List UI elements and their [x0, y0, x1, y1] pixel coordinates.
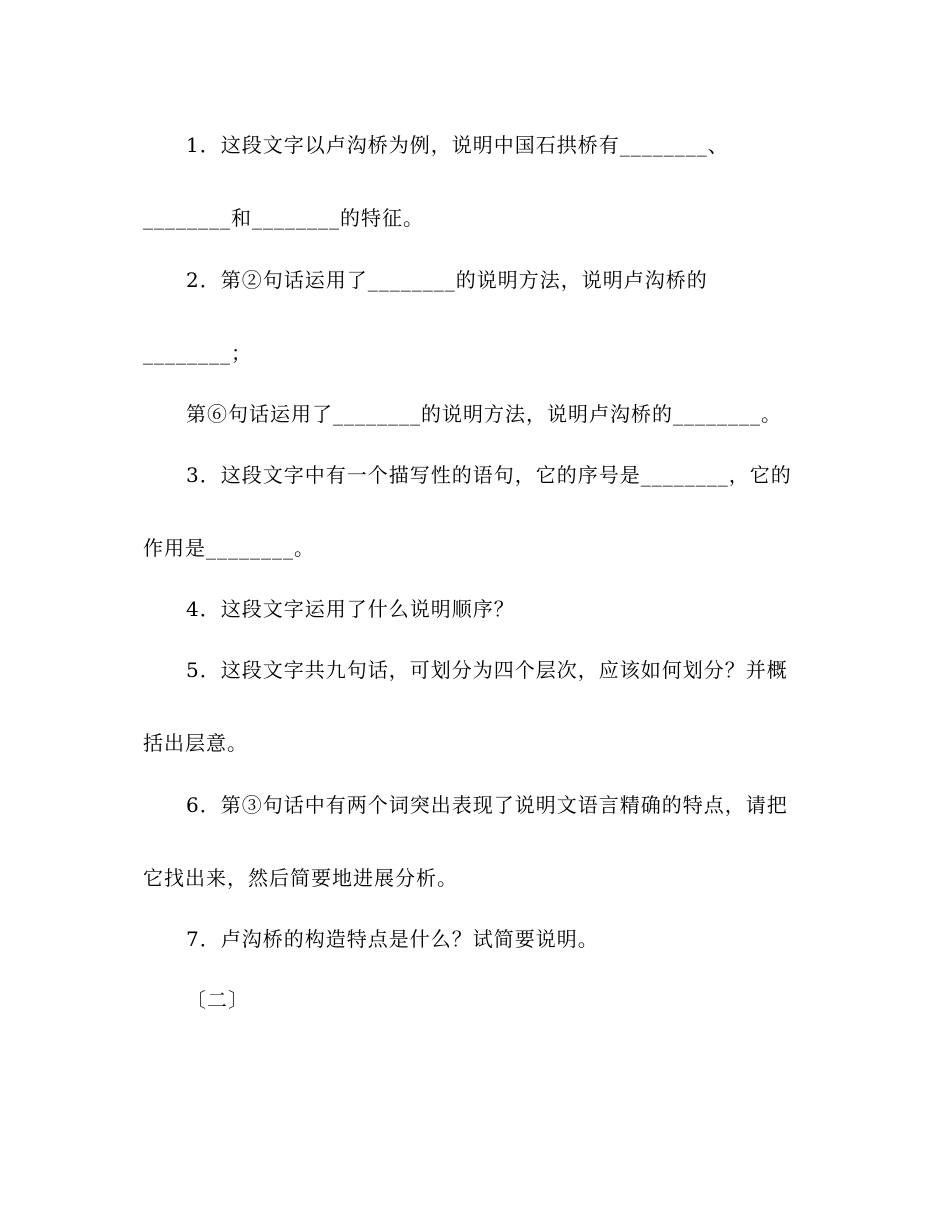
question-3-line-1: 3．这段文字中有一个描写性的语句，它的序号是________，它的: [186, 463, 792, 487]
question-6-line-1: 6．第③句话中有两个词突出表现了说明文语言精确的特点，请把: [186, 793, 788, 817]
question-5-line-1: 5．这段文字共九句话，可划分为四个层次，应该如何划分？并概: [186, 658, 788, 682]
question-2-line-1: 2．第②句话运用了________的说明方法，说明卢沟桥的: [186, 268, 708, 292]
question-7-line-1: 7．卢沟桥的构造特点是什么？试简要说明。: [186, 927, 599, 951]
question-2-line-2: ________；: [143, 341, 252, 365]
question-5-line-2: 括出层意。: [143, 731, 248, 755]
question-2-line-3: 第⑥句话运用了________的说明方法，说明卢沟桥的________。: [186, 402, 782, 426]
question-1-line-2: ________和________的特征。: [143, 206, 424, 230]
question-3-line-2: 作用是________。: [143, 536, 315, 560]
question-6-line-2: 它找出来，然后简要地进展分析。: [143, 866, 458, 890]
question-1-line-1: 1．这段文字以卢沟桥为例，说明中国石拱桥有________、: [186, 133, 729, 157]
section-heading: 〔二〕: [186, 988, 249, 1012]
question-4-line-1: 4．这段文字运用了什么说明顺序？: [186, 597, 515, 621]
